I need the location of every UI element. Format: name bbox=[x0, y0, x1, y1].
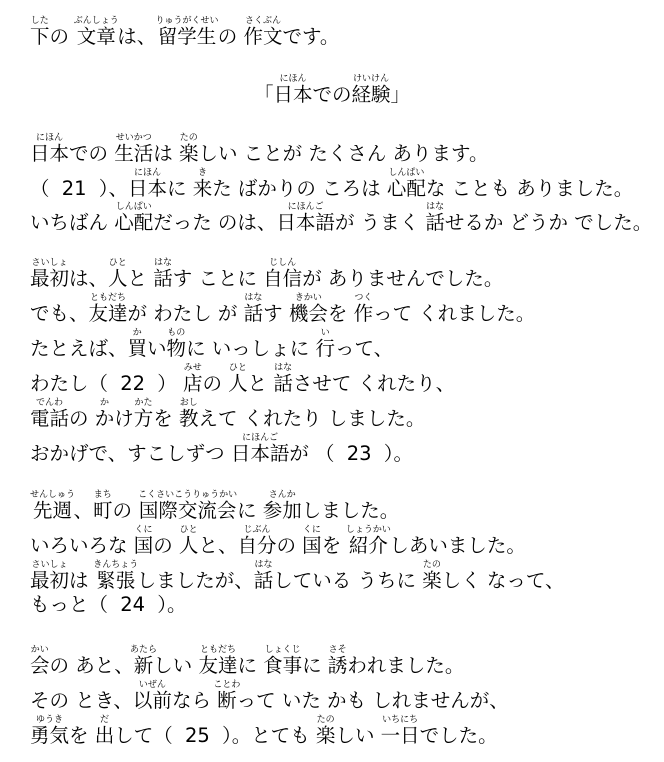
paragraph-2-line-5 bbox=[30, 398, 425, 429]
word-reading: じしん bbox=[263, 258, 303, 268]
text-run: が （ bbox=[289, 442, 341, 465]
furigana-word bbox=[155, 16, 219, 48]
text-run: 、 bbox=[73, 499, 94, 522]
text-run: です。 bbox=[282, 25, 340, 48]
text-run: と bbox=[247, 372, 274, 395]
furigana-word bbox=[263, 645, 303, 677]
instruction-line bbox=[30, 16, 339, 47]
text-run: させて くれたり、 bbox=[292, 372, 456, 395]
text-run: に bbox=[237, 654, 264, 677]
word-base: 話 bbox=[153, 267, 173, 290]
text-run: の あと、 bbox=[49, 654, 134, 677]
text-run: が うまく bbox=[334, 211, 426, 234]
word-reading: はな bbox=[243, 293, 264, 303]
text-run: が ありませんでした。 bbox=[302, 267, 504, 290]
word-reading: はな bbox=[273, 363, 293, 373]
text-run: の bbox=[202, 372, 229, 395]
word-reading: せいかつ bbox=[114, 133, 154, 143]
word-base: 作 bbox=[353, 302, 374, 325]
text-run: しましたが、 bbox=[136, 569, 254, 592]
text-run: でも、 bbox=[30, 302, 89, 325]
word-base: 生活 bbox=[114, 142, 154, 165]
text-run: われました。 bbox=[347, 654, 465, 677]
text-run: ）。 bbox=[377, 442, 414, 465]
text-run: を bbox=[327, 302, 354, 325]
word-reading: でんわ bbox=[30, 398, 70, 408]
word-base: 以前 bbox=[132, 689, 172, 712]
word-reading: ゆうき bbox=[30, 715, 70, 725]
blank-question-number: 24 bbox=[120, 593, 146, 616]
word-reading: しんぱい bbox=[386, 168, 426, 178]
paragraph-2-line-1 bbox=[30, 258, 503, 289]
text-run: （ bbox=[30, 177, 56, 200]
word-base: 食事 bbox=[263, 654, 303, 677]
word-reading: つく bbox=[353, 293, 374, 303]
paragraph-1-line-3 bbox=[30, 202, 652, 233]
furigana-word bbox=[380, 715, 420, 747]
word-reading: たの bbox=[178, 133, 199, 143]
furigana-word bbox=[108, 258, 128, 290]
furigana-word bbox=[138, 490, 238, 522]
word-base: 心配 bbox=[386, 177, 426, 200]
furigana-word bbox=[94, 715, 115, 747]
word-base: 物 bbox=[166, 337, 187, 360]
word-reading: ぶんしょう bbox=[73, 16, 119, 26]
text-run: い bbox=[147, 337, 167, 360]
word-base: 国 bbox=[302, 534, 322, 557]
word-base: 日本語 bbox=[276, 211, 335, 234]
word-reading: き bbox=[192, 168, 213, 178]
word-reading: せんしゅう bbox=[30, 490, 76, 500]
word-reading: いちにち bbox=[380, 715, 420, 725]
text-run: は bbox=[69, 569, 95, 592]
text-run: に bbox=[302, 654, 328, 677]
word-reading: はな bbox=[153, 258, 173, 268]
text-run: の bbox=[217, 25, 244, 48]
furigana-word bbox=[133, 525, 154, 557]
text-run: おかげで、すこしずつ bbox=[30, 442, 231, 465]
furigana-word bbox=[114, 202, 154, 234]
text-run: け bbox=[114, 407, 134, 430]
word-base: 教 bbox=[178, 407, 199, 430]
word-base: 出 bbox=[94, 724, 115, 747]
word-base: 先週 bbox=[30, 499, 76, 522]
word-reading: かた bbox=[133, 398, 154, 408]
word-base: 勇気 bbox=[30, 724, 70, 747]
furigana-word bbox=[127, 168, 167, 200]
furigana-word bbox=[178, 398, 199, 430]
word-base: 人 bbox=[178, 534, 199, 557]
word-reading: くに bbox=[302, 525, 322, 535]
word-reading: か bbox=[94, 398, 115, 408]
blank-question-number: 23 bbox=[346, 442, 372, 465]
word-reading: たの bbox=[422, 560, 442, 570]
furigana-word bbox=[88, 293, 128, 325]
word-reading: した bbox=[30, 16, 50, 26]
furigana-word bbox=[386, 168, 426, 200]
word-reading: にほん bbox=[127, 168, 167, 178]
word-reading: さそ bbox=[327, 645, 348, 655]
text-run: しく なって、 bbox=[441, 569, 565, 592]
furigana-word bbox=[302, 525, 322, 557]
word-base: 日本語 bbox=[230, 442, 290, 465]
word-base: 機会 bbox=[288, 302, 328, 325]
text-run: しあいました。 bbox=[389, 534, 526, 557]
paragraph-4-line-1 bbox=[30, 645, 464, 676]
text-run: しい ことが たくさん あります。 bbox=[198, 142, 489, 165]
text-run: を bbox=[321, 534, 348, 557]
word-reading: にほんご bbox=[230, 433, 290, 443]
word-base: 話 bbox=[273, 372, 293, 395]
word-base: 日本 bbox=[30, 142, 70, 165]
word-base: 下 bbox=[30, 25, 50, 48]
text-run: 」 bbox=[390, 83, 411, 106]
paragraph-2-line-3 bbox=[30, 328, 393, 359]
text-run: を bbox=[153, 407, 179, 430]
word-reading: だ bbox=[94, 715, 115, 725]
word-base: 町 bbox=[93, 499, 113, 522]
word-reading: おし bbox=[178, 398, 199, 408]
essay-title bbox=[0, 74, 664, 105]
word-base: 心配 bbox=[114, 211, 154, 234]
furigana-word bbox=[230, 433, 290, 465]
furigana-word bbox=[351, 74, 391, 106]
furigana-word bbox=[94, 398, 115, 430]
furigana-word bbox=[276, 202, 335, 234]
text-run: す ことに bbox=[172, 267, 264, 290]
furigana-word bbox=[132, 680, 172, 712]
word-reading: たの bbox=[315, 715, 336, 725]
text-run: いろいろな bbox=[30, 534, 134, 557]
text-run: しました。 bbox=[301, 499, 400, 522]
word-reading: ひと bbox=[108, 258, 128, 268]
word-reading: かい bbox=[30, 645, 50, 655]
word-reading: はな bbox=[253, 560, 274, 570]
word-base: 楽 bbox=[422, 569, 442, 592]
word-reading: きかい bbox=[288, 293, 328, 303]
text-run: な ことも ありました。 bbox=[425, 177, 634, 200]
paragraph-4-line-3 bbox=[30, 715, 498, 746]
word-base: 友達 bbox=[198, 654, 238, 677]
word-reading: か bbox=[127, 328, 148, 338]
furigana-word bbox=[178, 525, 199, 557]
furigana-word bbox=[288, 293, 328, 325]
word-base: 話 bbox=[425, 211, 445, 234]
word-base: 国 bbox=[133, 534, 154, 557]
text-run: せるか どうか でした。 bbox=[444, 211, 653, 234]
word-base: 話 bbox=[253, 569, 274, 592]
word-reading: さいしょ bbox=[30, 258, 70, 268]
paragraph-2-line-2 bbox=[30, 293, 535, 324]
furigana-word bbox=[30, 715, 70, 747]
word-reading: にほんご bbox=[276, 202, 335, 212]
furigana-word bbox=[30, 133, 70, 165]
furigana-word bbox=[30, 258, 70, 290]
paragraph-2-line-4 bbox=[30, 363, 455, 394]
text-run: の bbox=[276, 534, 303, 557]
word-reading: いぜん bbox=[132, 680, 172, 690]
word-reading: にほん bbox=[30, 133, 70, 143]
text-run: えて くれたり しました。 bbox=[198, 407, 426, 430]
furigana-word bbox=[315, 328, 335, 360]
text-run: の bbox=[112, 499, 139, 522]
furigana-word bbox=[30, 560, 70, 592]
word-reading: にほん bbox=[273, 74, 313, 84]
word-reading: もの bbox=[166, 328, 187, 338]
word-base: 話 bbox=[243, 302, 264, 325]
word-base: 来 bbox=[192, 177, 213, 200]
furigana-word bbox=[425, 202, 445, 234]
word-reading: くに bbox=[133, 525, 154, 535]
word-base: 紹介 bbox=[345, 534, 391, 557]
word-base: 参加 bbox=[262, 499, 302, 522]
furigana-word bbox=[243, 293, 264, 325]
word-base: 電話 bbox=[30, 407, 70, 430]
furigana-word bbox=[30, 16, 50, 48]
word-base: 国際交流会 bbox=[138, 499, 238, 522]
furigana-word bbox=[30, 645, 50, 677]
text-run: して（ bbox=[114, 724, 179, 747]
word-base: 会 bbox=[30, 654, 50, 677]
text-run: なら bbox=[171, 689, 218, 712]
text-run: わたし（ bbox=[30, 372, 115, 395]
furigana-word bbox=[263, 258, 303, 290]
text-run: でした。 bbox=[419, 724, 498, 747]
furigana-word bbox=[166, 328, 187, 360]
text-run: を bbox=[69, 724, 95, 747]
paragraph-3-line-4 bbox=[30, 595, 186, 615]
furigana-word bbox=[262, 490, 302, 522]
word-base: 行 bbox=[315, 337, 335, 360]
text-run: は bbox=[153, 142, 179, 165]
text-run: の bbox=[153, 534, 179, 557]
text-run: た ばかりの ころは bbox=[212, 177, 387, 200]
word-base: 日本 bbox=[273, 83, 313, 106]
furigana-word bbox=[422, 560, 442, 592]
word-base: 友達 bbox=[88, 302, 128, 325]
word-base: 作文 bbox=[243, 25, 283, 48]
furigana-word bbox=[153, 258, 173, 290]
text-run: に bbox=[236, 499, 263, 522]
furigana-word bbox=[93, 490, 113, 522]
text-run: と、 bbox=[198, 534, 238, 557]
furigana-word bbox=[353, 293, 374, 325]
furigana-word bbox=[30, 490, 76, 522]
furigana-word bbox=[127, 328, 148, 360]
word-reading: ひと bbox=[178, 525, 199, 535]
furigana-word bbox=[73, 16, 119, 48]
word-reading: こくさいこうりゅうかい bbox=[138, 490, 238, 500]
text-run: ）、 bbox=[92, 177, 128, 200]
text-run: での bbox=[69, 142, 115, 165]
furigana-word bbox=[327, 645, 348, 677]
word-base: 緊張 bbox=[93, 569, 139, 592]
text-run: いちばん bbox=[30, 211, 115, 234]
furigana-word bbox=[30, 398, 70, 430]
word-base: 最初 bbox=[30, 267, 70, 290]
word-reading: きんちょう bbox=[93, 560, 139, 570]
word-base: 最初 bbox=[30, 569, 70, 592]
furigana-word bbox=[133, 398, 154, 430]
furigana-word bbox=[114, 133, 154, 165]
word-base: 楽 bbox=[315, 724, 336, 747]
word-reading: ともだち bbox=[88, 293, 128, 303]
furigana-word bbox=[273, 363, 293, 395]
text-run: たとえば、 bbox=[30, 337, 128, 360]
word-base: 楽 bbox=[178, 142, 199, 165]
word-reading: ことわ bbox=[213, 680, 241, 690]
text-run: 「 bbox=[253, 83, 274, 106]
furigana-word bbox=[345, 525, 391, 557]
furigana-word bbox=[182, 363, 203, 395]
text-run: に いっしょに bbox=[186, 337, 316, 360]
word-base: 経験 bbox=[351, 83, 391, 106]
blank-question-number: 21 bbox=[61, 177, 87, 200]
word-base: 誘 bbox=[327, 654, 348, 677]
text-run: しい bbox=[335, 724, 381, 747]
word-base: 店 bbox=[182, 372, 203, 395]
paragraph-3-line-2 bbox=[30, 525, 526, 556]
furigana-word bbox=[198, 645, 238, 677]
word-base: 断 bbox=[213, 689, 241, 712]
text-run: ）。とても bbox=[215, 724, 316, 747]
furigana-word bbox=[273, 74, 313, 106]
word-base: 文章 bbox=[73, 25, 119, 48]
text-run: しい bbox=[153, 654, 199, 677]
furigana-word bbox=[243, 16, 283, 48]
paragraph-1-line-2 bbox=[30, 168, 633, 199]
word-reading: さんか bbox=[262, 490, 302, 500]
word-base: 買 bbox=[127, 337, 148, 360]
word-reading: さくぶん bbox=[243, 16, 283, 26]
word-reading: さいしょ bbox=[30, 560, 70, 570]
paragraph-3-line-1 bbox=[30, 490, 399, 521]
paragraph-3-line-3 bbox=[30, 560, 565, 591]
blank-question-number: 25 bbox=[184, 724, 210, 747]
word-base: 人 bbox=[108, 267, 128, 290]
word-base: 自信 bbox=[263, 267, 303, 290]
text-run: と bbox=[127, 267, 154, 290]
word-reading: はな bbox=[425, 202, 445, 212]
text-run: って、 bbox=[334, 337, 394, 360]
furigana-word bbox=[213, 680, 241, 712]
word-base: か bbox=[94, 407, 115, 430]
text-run: の bbox=[49, 25, 76, 48]
furigana-word bbox=[253, 560, 274, 592]
furigana-word bbox=[93, 560, 139, 592]
furigana-word bbox=[237, 525, 277, 557]
word-reading: みせ bbox=[182, 363, 203, 373]
word-base: 新 bbox=[129, 654, 157, 677]
paragraph-2-line-6 bbox=[30, 433, 413, 464]
furigana-word bbox=[178, 133, 199, 165]
text-run: ） bbox=[151, 372, 183, 395]
word-reading: ともだち bbox=[198, 645, 238, 655]
word-reading: あたら bbox=[129, 645, 157, 655]
word-base: 留学生 bbox=[155, 25, 219, 48]
word-reading: まち bbox=[93, 490, 113, 500]
text-run: って くれました。 bbox=[373, 302, 536, 325]
word-reading: しょくじ bbox=[263, 645, 303, 655]
text-run: の bbox=[69, 407, 95, 430]
text-run: その とき、 bbox=[30, 689, 133, 712]
word-base: 人 bbox=[228, 372, 248, 395]
text-run: だった のは、 bbox=[153, 211, 277, 234]
text-run: は、 bbox=[117, 25, 157, 48]
word-base: 自分 bbox=[237, 534, 277, 557]
word-reading: じぶん bbox=[237, 525, 277, 535]
text-run: って いた かも しれませんが、 bbox=[236, 689, 509, 712]
blank-question-number: 22 bbox=[120, 372, 146, 395]
word-base: 方 bbox=[133, 407, 154, 430]
word-base: 一日 bbox=[380, 724, 420, 747]
text-run: ）。 bbox=[151, 593, 187, 616]
text-run: は、 bbox=[69, 267, 109, 290]
furigana-word bbox=[228, 363, 248, 395]
furigana-word bbox=[192, 168, 213, 200]
word-reading: ひと bbox=[228, 363, 248, 373]
text-run: での bbox=[312, 83, 352, 106]
word-reading: りゅうがくせい bbox=[155, 16, 219, 26]
text-run: す bbox=[263, 302, 289, 325]
word-reading: しょうかい bbox=[345, 525, 391, 535]
word-reading: しんぱい bbox=[114, 202, 154, 212]
word-reading: い bbox=[315, 328, 335, 338]
paragraph-4-line-2 bbox=[30, 680, 509, 711]
word-base: 日本 bbox=[127, 177, 167, 200]
furigana-word bbox=[129, 645, 157, 677]
text-run: が わたし が bbox=[127, 302, 244, 325]
furigana-word bbox=[315, 715, 336, 747]
text-run: している うちに bbox=[273, 569, 423, 592]
word-reading: けいけん bbox=[351, 74, 391, 84]
text-run: もっと（ bbox=[30, 593, 115, 616]
paragraph-1-line-1 bbox=[30, 133, 489, 164]
text-run: に bbox=[167, 177, 193, 200]
